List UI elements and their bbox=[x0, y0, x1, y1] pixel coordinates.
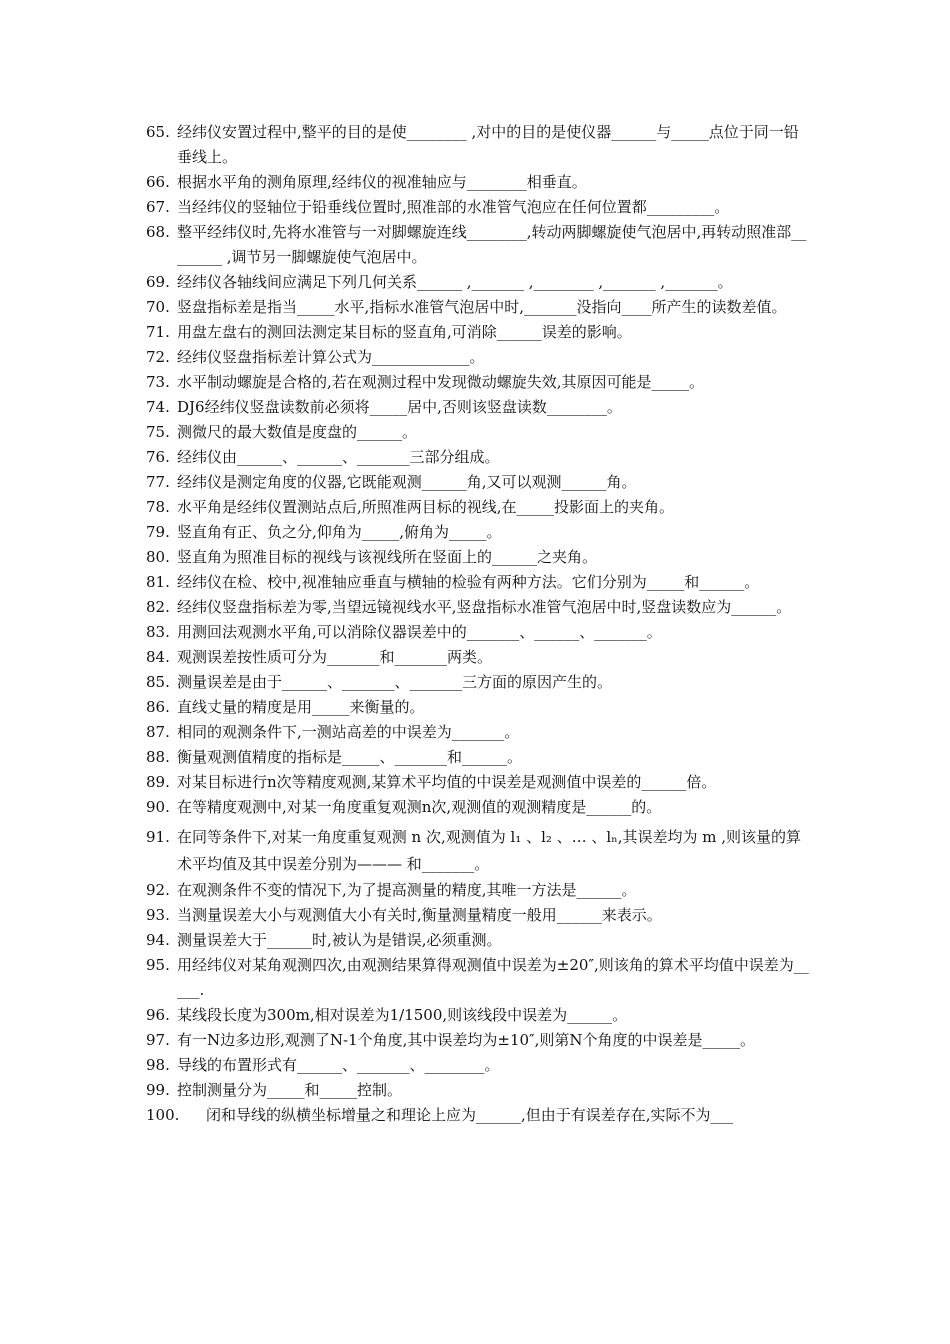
question-text: 根据水平角的测角原理,经纬仪的视准轴应与________相垂直。 bbox=[177, 173, 587, 191]
question-text: 水平制动螺旋是合格的,若在观测过程中发现微动螺旋失效,其原因可能是_____。 bbox=[177, 373, 705, 391]
question-number: 95. bbox=[146, 956, 170, 974]
question-text: 经纬仪竖盘指标差为零,当望远镜视线水平,竖盘指标水准管气泡居中时,竖盘读数应为______。 bbox=[177, 598, 792, 616]
question-85 bbox=[146, 670, 810, 695]
question-text: 经纬仪安置过程中,整平的目的是使________ ,对中的目的是使仪器______与_____点位于同一铅垂线上。 bbox=[177, 123, 799, 166]
question-98 bbox=[146, 1053, 810, 1078]
question-number: 81. bbox=[146, 573, 170, 591]
question-text: 测量误差是由于______、_______、_______三方面的原因产生的。 bbox=[177, 673, 613, 691]
question-number: 73. bbox=[146, 373, 170, 391]
question-text: 在观测条件不变的情况下,为了提高测量的精度,其唯一方法是______。 bbox=[177, 881, 637, 899]
question-86 bbox=[146, 695, 810, 720]
question-number: 78. bbox=[146, 498, 170, 516]
question-text: 竖盘指标差是指当_____水平,指标水准管气泡居中时,_______没指向____所产生的读数差值。 bbox=[177, 298, 787, 316]
question-text: 观测误差按性质可分为_______和_______两类。 bbox=[177, 648, 493, 666]
question-list bbox=[146, 120, 810, 1128]
question-91 bbox=[146, 824, 810, 878]
question-84 bbox=[146, 645, 810, 670]
question-80 bbox=[146, 545, 810, 570]
question-number: 89. bbox=[146, 773, 170, 791]
question-number: 82. bbox=[146, 598, 170, 616]
question-number: 87. bbox=[146, 723, 170, 741]
question-67 bbox=[146, 195, 810, 220]
question-76 bbox=[146, 445, 810, 470]
question-number: 75. bbox=[146, 423, 170, 441]
question-number: 96. bbox=[146, 1006, 170, 1024]
question-number: 85. bbox=[146, 673, 170, 691]
question-text: 竖直角为照准目标的视线与该视线所在竖面上的______之夹角。 bbox=[177, 548, 598, 566]
question-71 bbox=[146, 320, 810, 345]
question-number: 66. bbox=[146, 173, 170, 191]
question-78 bbox=[146, 495, 810, 520]
question-text: 经纬仪在检、校中,视准轴应垂直与横轴的检验有两种方法。它们分别为_____和______。 bbox=[177, 573, 760, 591]
question-83 bbox=[146, 620, 810, 645]
question-65 bbox=[146, 120, 810, 170]
question-text: 在同等条件下,对某一角度重复观测 n 次,观测值为 l₁ 、l₂ 、… 、lₙ,其误差均为 m ,则该量的算术平均值及其中误差分别为——— 和_______。 bbox=[177, 828, 802, 873]
question-77 bbox=[146, 470, 810, 495]
question-number: 93. bbox=[146, 906, 170, 924]
question-number: 79. bbox=[146, 523, 170, 541]
question-number: 98. bbox=[146, 1056, 170, 1074]
question-number: 99. bbox=[146, 1081, 170, 1099]
question-text: 闭和导线的纵横坐标增量之和理论上应为______,但由于有误差存在,实际不为___ bbox=[206, 1106, 734, 1124]
question-text: 有一N边多边形,观测了N-1个角度,其中误差均为±10″,则第N个角度的中误差是_____。 bbox=[177, 1031, 756, 1049]
question-number: 94. bbox=[146, 931, 170, 949]
question-text: 当经纬仪的竖轴位于铅垂线位置时,照准部的水准管气泡应在任何位置都_________。 bbox=[177, 198, 730, 216]
question-text: 用盘左盘右的测回法测定某目标的竖直角,可消除______误差的影响。 bbox=[177, 323, 632, 341]
question-79 bbox=[146, 520, 810, 545]
question-96 bbox=[146, 1003, 810, 1028]
question-72 bbox=[146, 345, 810, 370]
question-89 bbox=[146, 770, 810, 795]
question-number: 91. bbox=[146, 828, 170, 846]
question-88 bbox=[146, 745, 810, 770]
question-number: 92. bbox=[146, 881, 170, 899]
question-70 bbox=[146, 295, 810, 320]
question-text: 衡量观测值精度的指标是_____、_______和______。 bbox=[177, 748, 523, 766]
question-text: 某线段长度为300m,相对误差为1/1500,则该线段中误差为______。 bbox=[177, 1006, 628, 1024]
question-text: 用测回法观测水平角,可以消除仪器误差中的_______、______、_______。 bbox=[177, 623, 662, 641]
question-87 bbox=[146, 720, 810, 745]
question-99 bbox=[146, 1078, 810, 1103]
question-text: 经纬仪由______、______、_______三部分组成。 bbox=[177, 448, 500, 466]
question-text: 直线丈量的精度是用_____来衡量的。 bbox=[177, 698, 425, 716]
question-text: 测量误差大于______时,被认为是错误,必须重测。 bbox=[177, 931, 502, 949]
question-number: 100. bbox=[146, 1106, 180, 1124]
question-text: 测微尺的最大数值是度盘的______。 bbox=[177, 423, 418, 441]
question-number: 69. bbox=[146, 273, 170, 291]
question-number: 77. bbox=[146, 473, 170, 491]
question-text: DJ6经纬仪竖盘读数前必须将_____居中,否则该竖盘读数________。 bbox=[177, 398, 622, 416]
question-text: 控制测量分为_____和_____控制。 bbox=[177, 1081, 403, 1099]
question-95 bbox=[146, 953, 810, 1003]
question-74 bbox=[146, 395, 810, 420]
question-73 bbox=[146, 370, 810, 395]
question-number: 76. bbox=[146, 448, 170, 466]
question-text: 竖直角有正、负之分,仰角为_____,俯角为_____。 bbox=[177, 523, 502, 541]
question-text: 相同的观测条件下,一测站高差的中误差为_______。 bbox=[177, 723, 520, 741]
question-number: 70. bbox=[146, 298, 170, 316]
question-text: 整平经纬仪时,先将水准管与一对脚螺旋连线________,转动两脚螺旋使气泡居中,再转动照准部________ ,调节另一脚螺旋使气泡居中。 bbox=[177, 223, 807, 266]
question-text: 经纬仪竖盘指标差计算公式为_____________。 bbox=[177, 348, 485, 366]
question-94 bbox=[146, 928, 810, 953]
question-number: 97. bbox=[146, 1031, 170, 1049]
question-number: 67. bbox=[146, 198, 170, 216]
question-text: 水平角是经纬仪置测站点后,所照准两目标的视线,在_____投影面上的夹角。 bbox=[177, 498, 675, 516]
question-text: 导线的布置形式有______、_______、________。 bbox=[177, 1056, 500, 1074]
question-92 bbox=[146, 878, 810, 903]
question-68 bbox=[146, 220, 810, 270]
question-number: 74. bbox=[146, 398, 170, 416]
question-number: 80. bbox=[146, 548, 170, 566]
question-number: 88. bbox=[146, 748, 170, 766]
question-66 bbox=[146, 170, 810, 195]
question-number: 72. bbox=[146, 348, 170, 366]
question-90 bbox=[146, 795, 810, 820]
question-number: 68. bbox=[146, 223, 170, 241]
question-text: 对某目标进行n次等精度观测,某算术平均值的中误差是观测值中误差的______倍。 bbox=[177, 773, 717, 791]
question-75 bbox=[146, 420, 810, 445]
question-82 bbox=[146, 595, 810, 620]
question-text: 经纬仪各轴线间应满足下列几何关系______ ,_______ ,________ ,_______ ,_______。 bbox=[177, 273, 733, 291]
question-number: 90. bbox=[146, 798, 170, 816]
question-text: 在等精度观测中,对某一角度重复观测n次,观测值的观测精度是______的。 bbox=[177, 798, 662, 816]
question-text: 当测量误差大小与观测值大小有关时,衡量测量精度一般用______来表示。 bbox=[177, 906, 662, 924]
question-93 bbox=[146, 903, 810, 928]
question-number: 65. bbox=[146, 123, 170, 141]
question-69 bbox=[146, 270, 810, 295]
question-number: 84. bbox=[146, 648, 170, 666]
question-number: 86. bbox=[146, 698, 170, 716]
question-number: 71. bbox=[146, 323, 170, 341]
question-text: 用经纬仪对某角观测四次,由观测结果算得观测值中误差为±20″,则该角的算术平均值中误差为_____. bbox=[177, 956, 809, 999]
question-number: 83. bbox=[146, 623, 170, 641]
question-100 bbox=[146, 1103, 810, 1128]
question-97 bbox=[146, 1028, 810, 1053]
question-81 bbox=[146, 570, 810, 595]
question-text: 经纬仪是测定角度的仪器,它既能观测______角,又可以观测______角。 bbox=[177, 473, 637, 491]
